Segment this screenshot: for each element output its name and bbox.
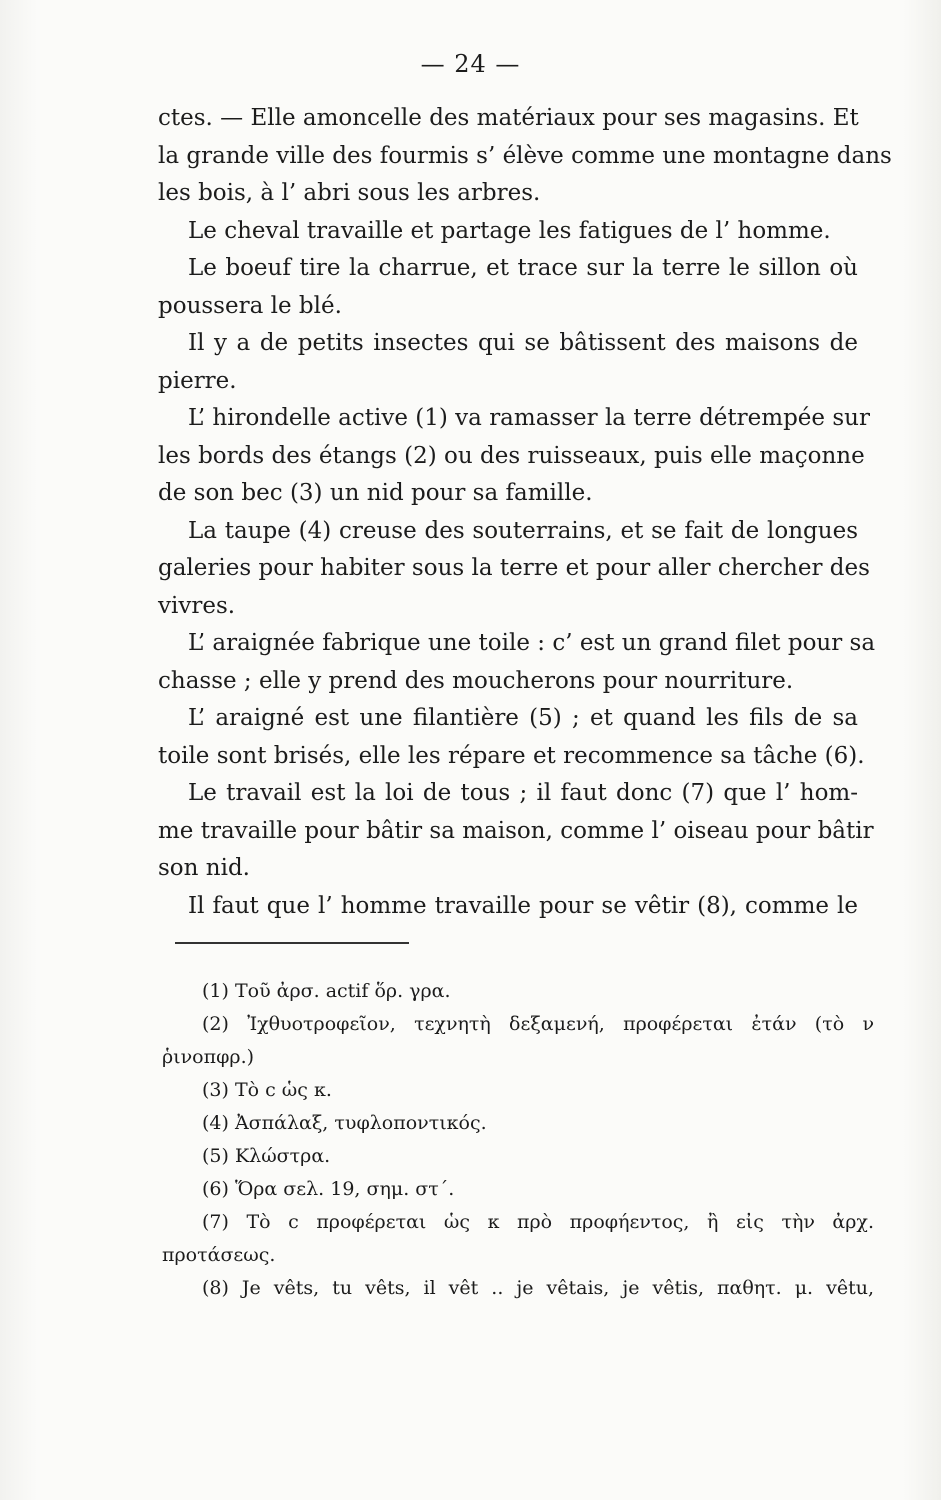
footnote-line: ῥινοπφρ.) [162, 1046, 255, 1068]
footnote-separator [175, 942, 409, 944]
body-line: toile sont brisés, elle les répare et recommence sa tâche (6). [158, 742, 865, 769]
body-line: les bois, à l’ abri sous les arbres. [158, 180, 541, 206]
footnote-line: (6) Ὅρα σελ. 19, σημ. στ΄. [202, 1178, 455, 1200]
body-line: les bords des étangs (2) ou des ruisseaux, puis elle maçonne [158, 442, 865, 469]
footnote-line: (8) Je vêts, tu vêts, il vêt .. je vêtais, je vêtis, παθητ. μ. vêtu, [202, 1277, 874, 1299]
body-line: L’ araigné est une filantière (5) ; et quand les fils de sa [188, 705, 858, 731]
body-line: L’ hirondelle active (1) va ramasser la terre détrempée sur [188, 405, 870, 431]
body-line: Le travail est la loi de tous ; il faut donc (7) que l’ hom- [188, 780, 858, 806]
body-line: galeries pour habiter sous la terre et pour aller chercher des [158, 555, 870, 581]
body-line: L’ araignée fabrique une toile : c’ est un grand filet pour sa [188, 630, 876, 656]
body-line: poussera le blé. [158, 292, 342, 319]
footnote-line: (5) Κλώστρα. [202, 1145, 331, 1167]
body-line: vivres. [158, 592, 236, 619]
footnote-line: (1) Τοῦ ἀρσ. actif ὅρ. γρα. [202, 980, 451, 1002]
body-line: son nid. [158, 855, 250, 881]
footnote-line: προτάσεως. [162, 1244, 276, 1266]
body-line: Il y a de petits insectes qui se bâtissent des maisons de [188, 330, 858, 356]
body-line: La taupe (4) creuse des souterrains, et se fait de longues [188, 517, 858, 544]
body-line: pierre. [158, 367, 237, 394]
body-line: ctes. — Elle amoncelle des matériaux pour ses magasins. Et [158, 105, 859, 131]
footnote-line: (7) Τὸ c προφέρεται ὡς κ πρὸ προφήεντος, ἢ εἰς τὴν ἀρχ. [202, 1211, 874, 1233]
footnotes [162, 975, 874, 1305]
body-text [158, 100, 892, 925]
body-line: Le cheval travaille et partage les fatigues de l’ homme. [188, 217, 831, 244]
footnote-line: (2) Ἰχθυοτροφεῖον, τεχνητὴ δεξαμενή, προφέρεται ἐτάν (τὸ ν [202, 1013, 874, 1035]
body-line: Il faut que l’ homme travaille pour se vêtir (8), comme le [188, 892, 858, 919]
footnote-line: (3) Τὸ c ὡς κ. [202, 1079, 332, 1101]
page-number: — 24 — [420, 50, 521, 78]
footnote-line: (4) Ἀσπάλαξ, τυφλοποντικός. [202, 1112, 487, 1134]
body-line: Le boeuf tire la charrue, et trace sur la terre le sillon où [188, 255, 858, 281]
body-line: de son bec (3) un nid pour sa famille. [158, 480, 593, 506]
body-line: me travaille pour bâtir sa maison, comme l’ oiseau pour bâtir [158, 817, 874, 844]
body-line: chasse ; elle y prend des moucherons pour nourriture. [158, 667, 794, 694]
body-line: la grande ville des fourmis s’ élève comme une montagne dans [158, 142, 892, 169]
